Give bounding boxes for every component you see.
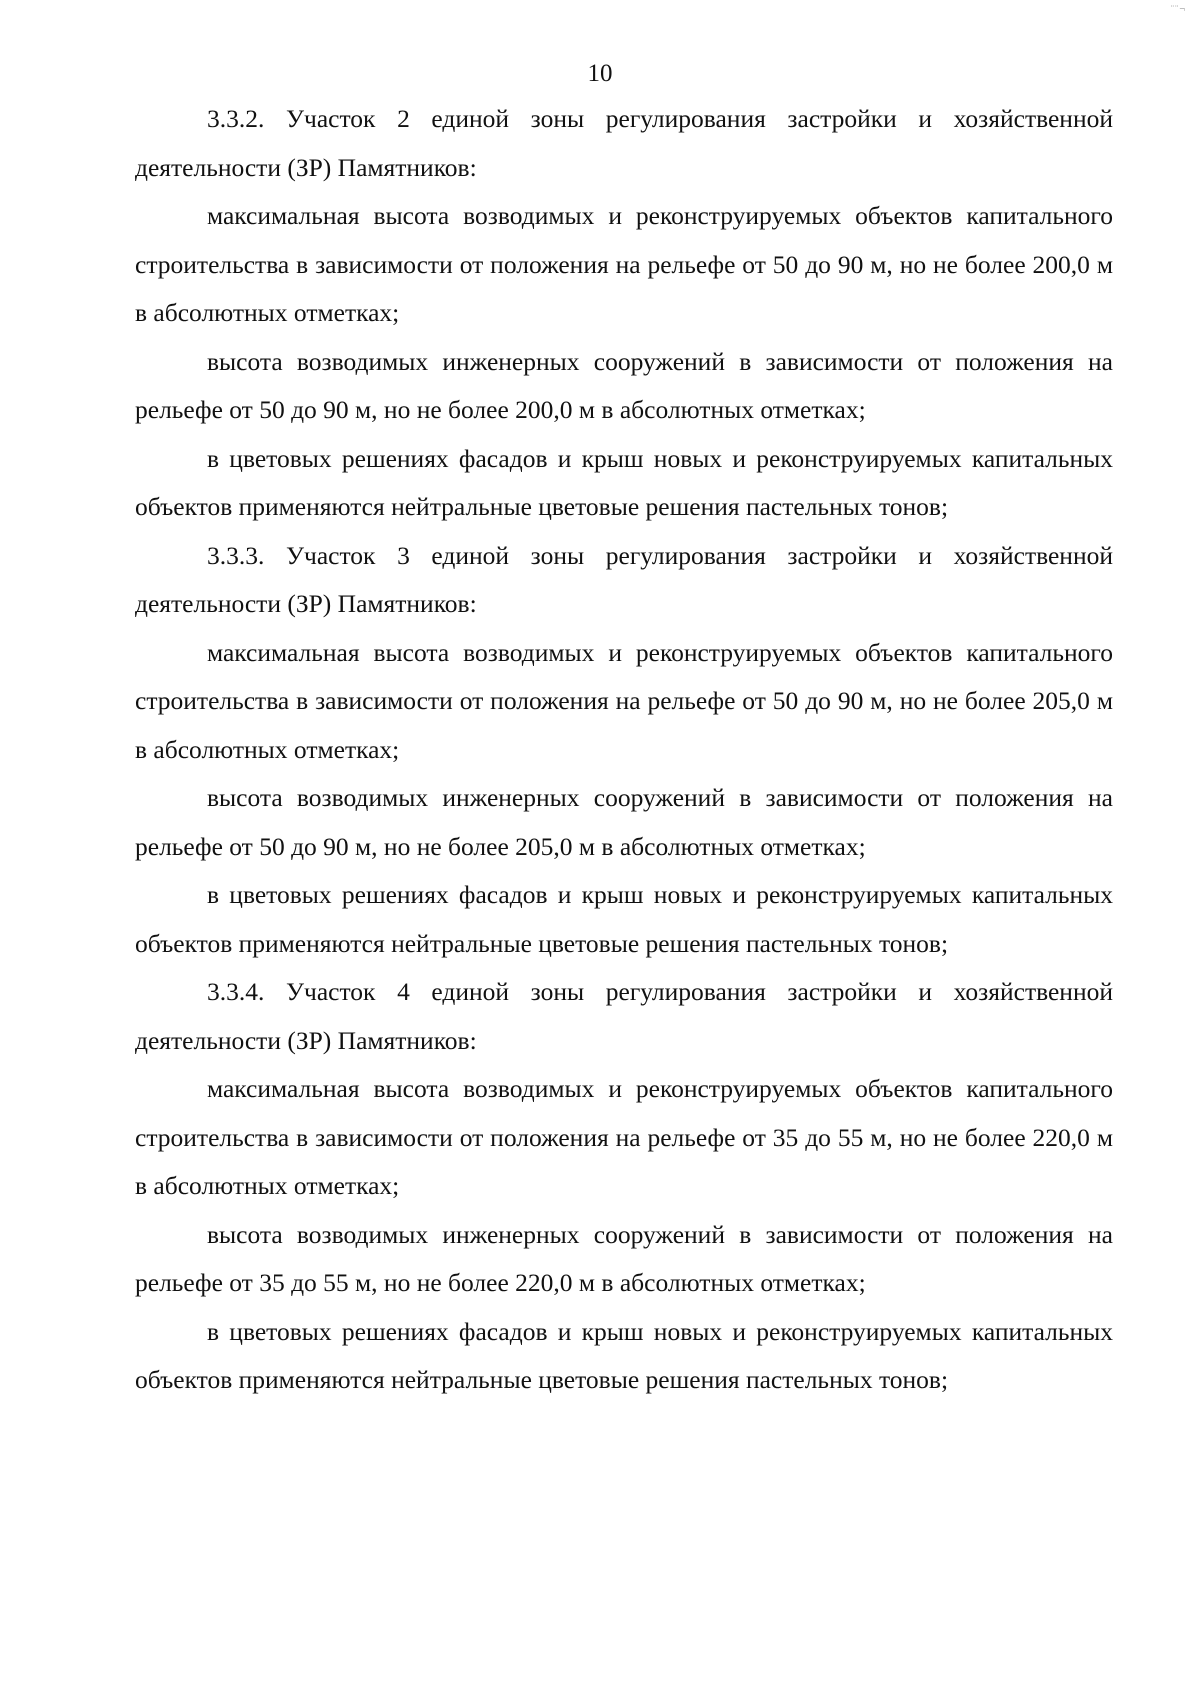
page-number: 10 [587,60,613,87]
paragraph-engineering-height: высота возводимых инженерных сооружений в зависимости от положения на рельефе от 50 до 90 м, но не более 205,0 м в абсолютных отметках; [135,783,1113,861]
section-heading: 3.3.2. Участок 2 единой зоны регулирования застройки и хозяйственной деятельности (ЗР) Памятников: [135,104,1113,182]
section-3-3-3 [135,532,1113,969]
paragraph-max-height: максимальная высота возводимых и реконструируемых объектов капитального строительства в зависимости от положения на рельефе от 50 до 90 м, но не более 200,0 м в абсолютных отметках; [135,201,1113,327]
scan-corner-mark: ¨¨¬ [1170,4,1186,15]
section-heading: 3.3.4. Участок 4 единой зоны регулирования застройки и хозяйственной деятельности (ЗР) Памятников: [135,977,1113,1055]
paragraph-color-solutions: в цветовых решениях фасадов и крыш новых и реконструируемых капитальных объектов применяются нейтральные цветовые решения пастельных тонов; [135,443,1113,521]
paragraph-engineering-height: высота возводимых инженерных сооружений в зависимости от положения на рельефе от 35 до 55 м, но не более 220,0 м в абсолютных отметках; [135,1219,1113,1297]
paragraph-color-solutions: в цветовых решениях фасадов и крыш новых и реконструируемых капитальных объектов применяются нейтральные цветовые решения пастельных тонов; [135,880,1113,958]
document-body [135,95,1113,1405]
paragraph-max-height: максимальная высота возводимых и реконструируемых объектов капитального строительства в зависимости от положения на рельефе от 35 до 55 м, но не более 220,0 м в абсолютных отметках; [135,1074,1113,1200]
paragraph-max-height: максимальная высота возводимых и реконструируемых объектов капитального строительства в зависимости от положения на рельефе от 50 до 90 м, но не более 205,0 м в абсолютных отметках; [135,637,1113,764]
section-heading: 3.3.3. Участок 3 единой зоны регулирования застройки и хозяйственной деятельности (ЗР) Памятников: [135,540,1113,618]
section-3-3-4 [135,968,1113,1405]
paragraph-engineering-height: высота возводимых инженерных сооружений в зависимости от положения на рельефе от 50 до 90 м, но не более 200,0 м в абсолютных отметках; [135,346,1113,424]
paragraph-color-solutions: в цветовых решениях фасадов и крыш новых и реконструируемых капитальных объектов применяются нейтральные цветовые решения пастельных тонов; [135,1316,1113,1394]
section-3-3-2 [135,95,1113,532]
